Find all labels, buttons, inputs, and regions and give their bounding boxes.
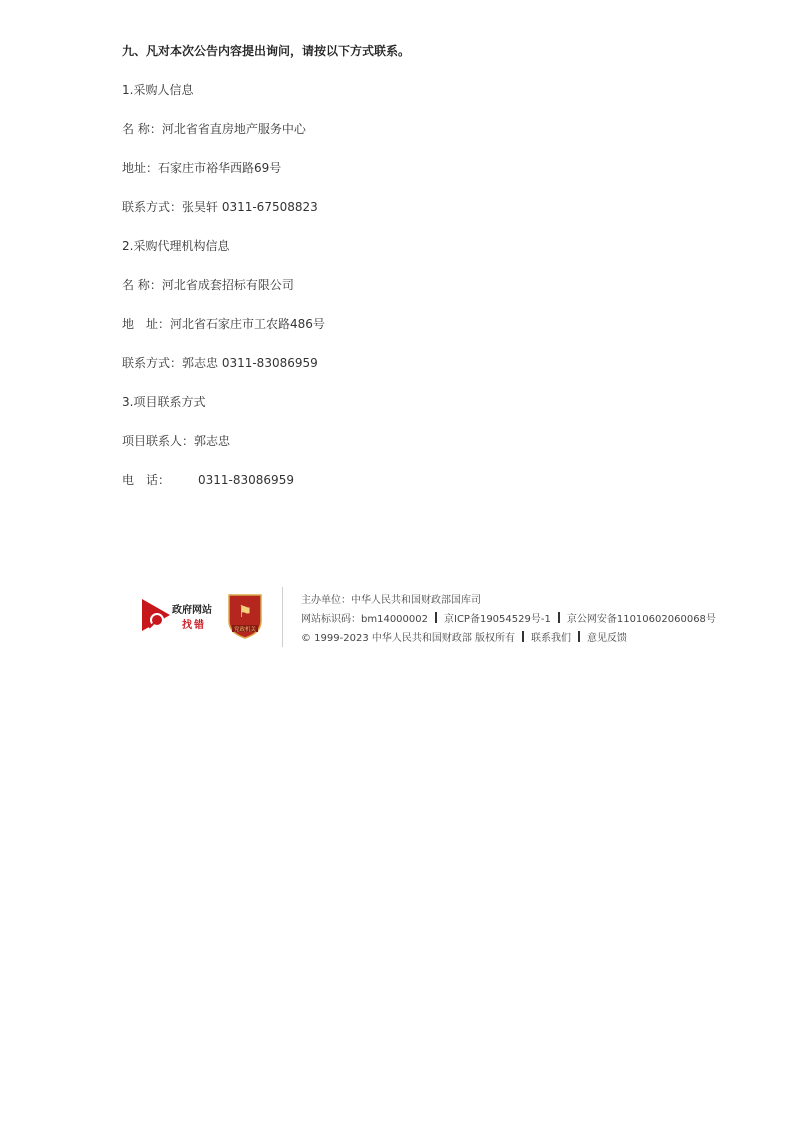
badge-label: 党政机关 bbox=[233, 627, 257, 633]
agency-section-title: 2.采购代理机构信息 bbox=[122, 239, 230, 253]
notice-content bbox=[122, 40, 722, 508]
agency-address: 地 址：河北省石家庄市工农路486号 bbox=[122, 317, 325, 331]
project-phone bbox=[122, 469, 722, 491]
footer-info bbox=[301, 591, 716, 648]
project-section-title: 3.项目联系方式 bbox=[122, 395, 206, 409]
svg-text:⚑: ⚑ bbox=[237, 602, 253, 621]
footer-separator bbox=[578, 631, 580, 642]
project-phone-label: 电 话： bbox=[122, 473, 171, 487]
project-contact-person: 项目联系人：郭志忠 bbox=[122, 434, 231, 448]
error-logo-line2: 找错 bbox=[182, 620, 206, 631]
error-logo-line1: 政府网站 bbox=[172, 605, 212, 616]
site-id-text: 网站标识码：bm14000002 bbox=[301, 614, 428, 625]
police-record-link[interactable]: 京公网安备11010602060068号 bbox=[566, 614, 716, 625]
contact-us-link[interactable]: 联系我们 bbox=[531, 633, 572, 644]
purchaser-section-title: 1.采购人信息 bbox=[122, 83, 194, 97]
agency-contact: 联系方式：郭志忠 0311-83086959 bbox=[122, 356, 318, 370]
agency-name: 名 称：河北省成套招标有限公司 bbox=[122, 278, 294, 292]
party-gov-badge-icon[interactable] bbox=[226, 593, 264, 639]
purchaser-address: 地址：石家庄市裕华西路69号 bbox=[122, 161, 282, 175]
footer-separator bbox=[522, 631, 524, 642]
site-footer bbox=[138, 587, 716, 649]
gov-site-error-report-logo[interactable] bbox=[142, 599, 214, 633]
section-heading: 九、凡对本次公告内容提出询问，请按以下方式联系。 bbox=[122, 44, 411, 58]
project-phone-value: 0311-83086959 bbox=[198, 473, 294, 487]
feedback-link[interactable]: 意见反馈 bbox=[587, 633, 628, 644]
purchaser-contact: 联系方式：张昊轩 0311-67508823 bbox=[122, 200, 318, 214]
footer-separator bbox=[558, 612, 560, 623]
icp-link[interactable]: 京ICP备19054529号-1 bbox=[444, 614, 551, 625]
footer-divider bbox=[282, 587, 283, 647]
footer-separator bbox=[435, 612, 437, 623]
copyright-text: © 1999-2023 中华人民共和国财政部 版权所有 bbox=[301, 633, 516, 644]
sponsor-text: 主办单位：中华人民共和国财政部国库司 bbox=[301, 595, 481, 606]
purchaser-name: 名 称：河北省省直房地产服务中心 bbox=[122, 122, 306, 136]
